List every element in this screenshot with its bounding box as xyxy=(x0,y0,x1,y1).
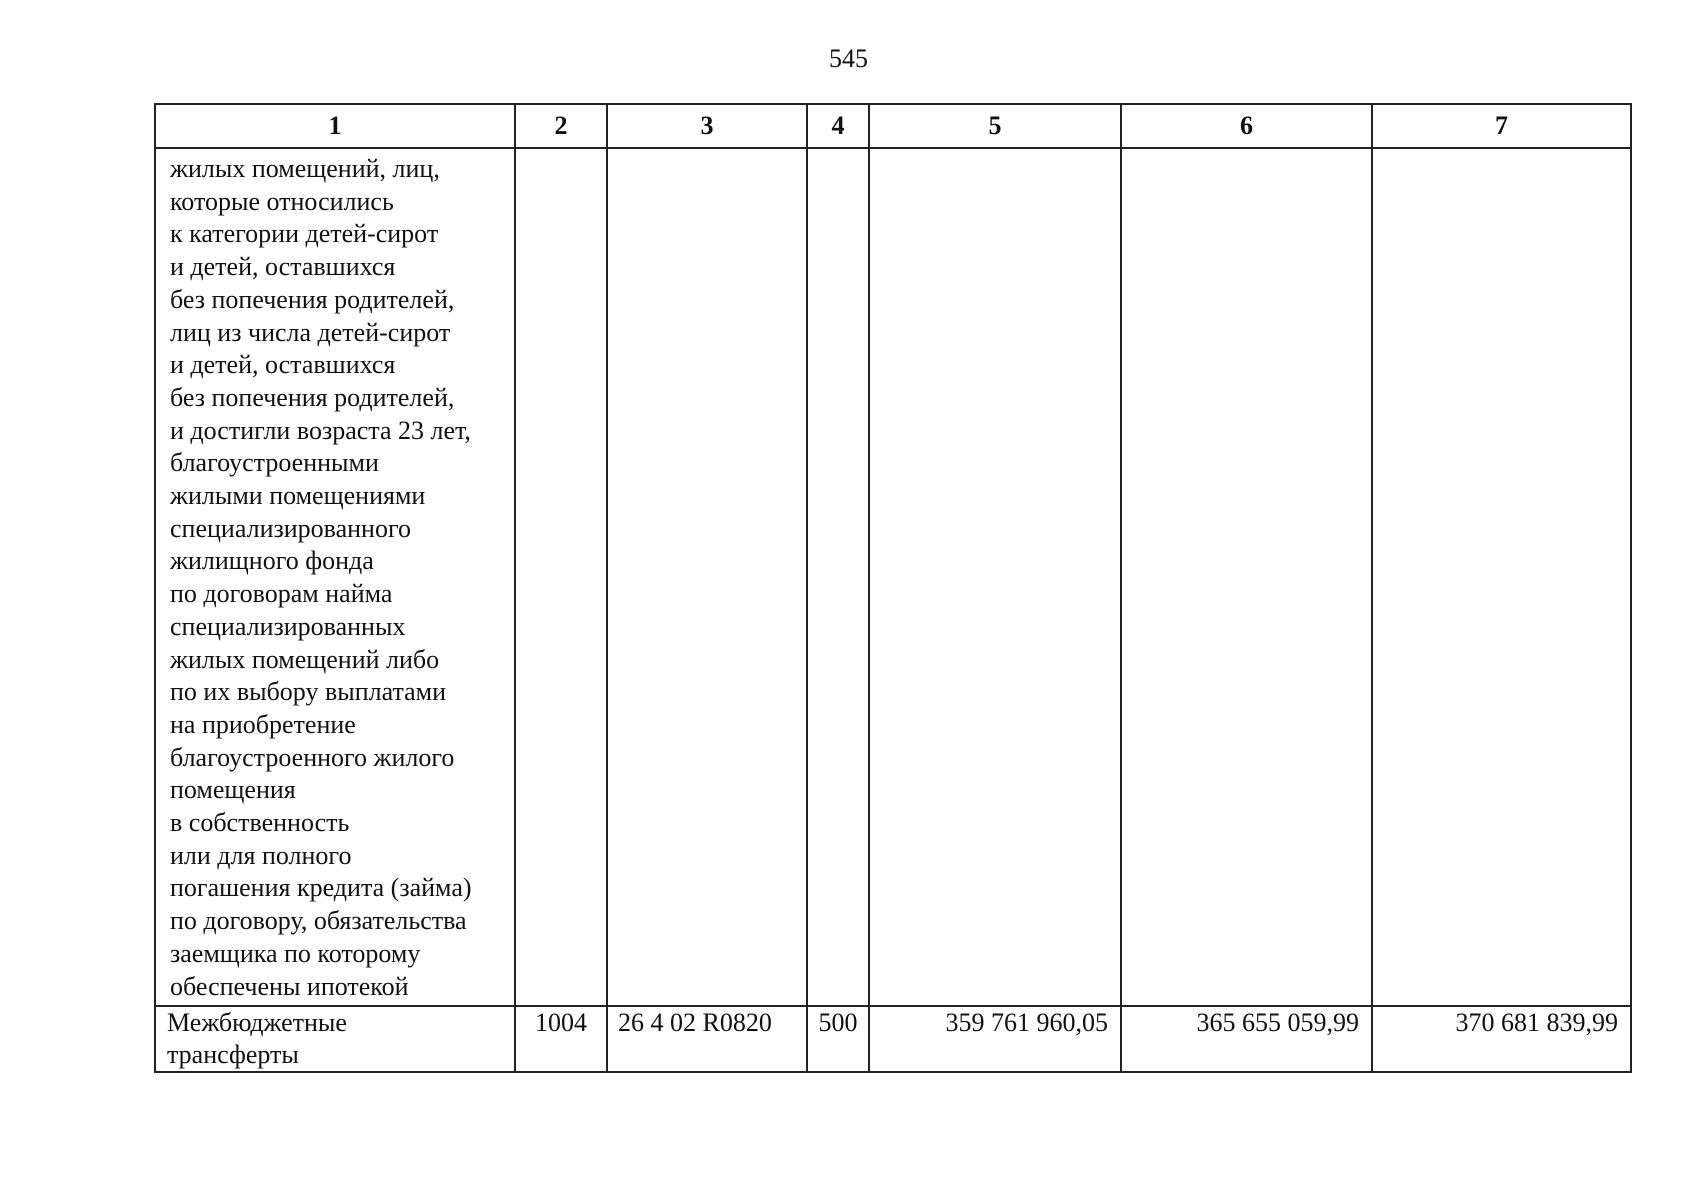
empty-cell xyxy=(515,148,607,1006)
budget-table xyxy=(154,103,1632,1073)
empty-cell xyxy=(1372,148,1631,1006)
column-header-1: 1 xyxy=(155,104,515,148)
header-row xyxy=(155,104,1631,148)
amount-cell-1: 359 761 960,05 xyxy=(869,1006,1121,1072)
column-header-5: 5 xyxy=(869,104,1121,148)
expense-type-cell: 500 xyxy=(807,1006,869,1072)
column-header-2: 2 xyxy=(515,104,607,148)
row-name-cell: Межбюджетные трансферты xyxy=(155,1006,515,1072)
table-row-continued xyxy=(155,148,1631,1006)
section-code-cell: 1004 xyxy=(515,1006,607,1072)
target-article-cell: 26 4 02 R0820 xyxy=(607,1006,807,1072)
continued-description-cell: жилых помещений, лиц, которые относились к категории детей-сирот и детей, оставшихся без попечения родителей, лиц из числа детей-сирот и детей, оставшихся без попечения родителей, и достигли возраста 23 лет, благоустроенными жилыми помещениями специализированного жилищного фонда по договорам найма специализированных жилых помещений либо по их выбору выплатами на приобретение благоустроенного жилого помещения в собственность или для полного погашения кредита (займа) по договору, обязательства заемщика по которому обеспечены ипотекой xyxy=(155,148,515,1006)
empty-cell xyxy=(807,148,869,1006)
table-row-transfers xyxy=(155,1006,1631,1072)
column-header-4: 4 xyxy=(807,104,869,148)
empty-cell xyxy=(607,148,807,1006)
column-header-7: 7 xyxy=(1372,104,1631,148)
empty-cell xyxy=(869,148,1121,1006)
amount-cell-2: 365 655 059,99 xyxy=(1121,1006,1372,1072)
column-header-6: 6 xyxy=(1121,104,1372,148)
page-number: 545 xyxy=(829,44,868,73)
empty-cell xyxy=(1121,148,1372,1006)
amount-cell-3: 370 681 839,99 xyxy=(1372,1006,1631,1072)
column-header-3: 3 xyxy=(607,104,807,148)
